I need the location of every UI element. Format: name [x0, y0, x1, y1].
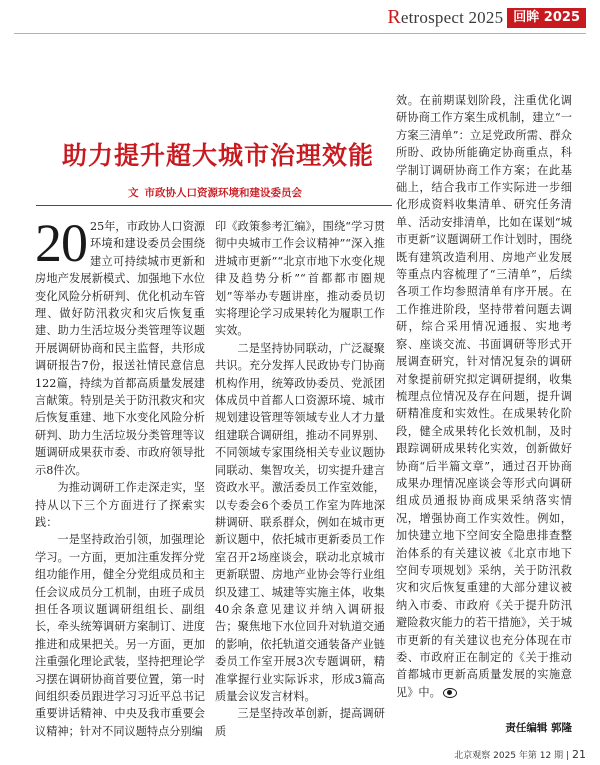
header-divider: [14, 33, 586, 34]
paragraph: 一是坚持政治引领，加强理论学习。一方面，更加注重发挥分党组功能作用，健全分党组成员和主任会议成员分工机制，由班子成员担任各项议题调研组组长、副组长，牵头统筹调研方案制订、进度推进和成果把关。另一方面，更加注重强化理论武装，坚持把理论学习摆在调研协商首要位置，第一时间组织委员跟进学习习近平总书记重要讲话精神、中央及我市重要会议精神；针对不同议题特点分别编: [35, 533, 205, 738]
paragraph: 印《政策参考汇编》，围绕“学习贯彻中央城市工作会议精神”“深入推进城市更新”“北京市地下水变化规律及趋势分析”“首都都市圈规划”等举办专题讲座，推动委员切实将理论学习成果转化为履职工作实效。: [215, 220, 385, 338]
column-1: [35, 213, 205, 740]
magazine-name: 北京观察: [454, 751, 491, 761]
page-header: [387, 6, 586, 29]
paragraph: 为推动调研工作走深走实，坚持从以下三个方面进行了探索实践：: [35, 481, 205, 529]
paragraph: [396, 92, 572, 701]
byline: [90, 185, 340, 200]
paragraph: 二是坚持协同联动，广泛凝聚共识。充分发挥人民政协专门协商机构作用，统筹政协委员、党派团体成员中首都人口资源环境、城市规划建设管理等领域专业人才力量组建联合调研组，推动不同界别、不同领域专家围绕相关专业议题协同联动、集智攻关，切实提升建言资政水平。激活委员工作室效能，以专委会6个委员工作室为阵地深耕调研、联系群众，例如在城市更新议题中，依托城市更新委员工作室召开2场座谈会，联动北京城市更新联盟、房地产业协会等行业组织及建工、城建等实施主体，收集40余条意见建议并纳入调研报告；聚焦地下水位回升对轨道交通的影响，依托轨道交通装备产业链委员工作室开展3次专题调研，精准掌握行业实际诉求，形成3篇高质量会议发言材料。: [215, 341, 385, 703]
page-footer: [454, 748, 586, 761]
paragraph-text: 效。在前期谋划阶段，注重优化调研协商工作方案生成机制，建立“一方案三清单”：立足党政所需、群众所盼、政协所能确定协商重点，科学制订调研协商工作方案；在此基础上，结合我市工作实际进一步细化形成资料收集清单、研究任务清单、活动安排清单，比如在谋划“城市更新”议题调研工作计划时，围绕既有建筑改造利用、房地产业发展等重点内容梳理了“三清单”，后续各项工作均参照清单有序开展。在工作推进阶段，坚持带着问题去调研，综合采用情况通报、实地考察、座谈交流、书面调研等形式开展调查研究，针对情况复杂的调研对象提前研究拟定调研提纲，收集梳理点位情况及存在问题，提升调研精准度和实效性。在成果转化阶段，健全成果转化长效机制，及时跟踪调研成果转化实效，创新做好协商“后半篇文章”，通过召开协商成果办理情况座谈会等形式向调研组成员通报协商成果采纳落实情况，增强协商工作实效性。例如，加快建立地下空间安全隐患排查整治体系的有关建议被《北京市地下空间专项规划》采纳，关于防汛救灾和灾后恢复重建的大部分建议被纳入市委、市政府《关于提升防汛避险救灾能力的若干措施》，关于城市更新的有关建议也充分体现在市委、市政府正在制定的《关于推动首都城市更新高质量发展的实施意见》中。: [396, 94, 572, 699]
paragraph: 三是坚持改革创新，提高调研质: [215, 707, 385, 738]
byline-prefix: 文: [128, 187, 139, 199]
header-brand: [387, 6, 503, 29]
title-divider: [36, 205, 392, 206]
column-3: [396, 92, 572, 701]
paragraph-text: 25年，市政协人口资源环境和建设委员会围绕建立可持续城市更新和房地产发展新模式、加强地下水位变化风险分析研判、优化机动车管理、做好防汛救灾和灾后恢复重建、助力生活垃圾分类管理等议题开展调研协商和民主监督，共形成调研报告7份，报送社情民意信息122篇，持续为首都高质量发展建言献策。特别是关于防汛救灾和灾后恢复重建、地下水变化风险分析研判、助力生活垃圾分类管理等议题调研成果获市委、市政府领导批示8件次。: [35, 220, 205, 477]
byline-author: 市政协人口资源环境和建设委员会: [144, 187, 302, 199]
column-2: [215, 218, 385, 740]
article-title: 助力提升超大城市治理效能: [62, 141, 375, 170]
footer-separator: |: [565, 751, 569, 761]
drop-cap: 20: [35, 213, 87, 273]
brand-rest: etrospect 2025: [400, 8, 504, 27]
responsible-editor: 责任编辑 郭隆: [505, 722, 572, 734]
issue-number: 2025 年第 12 期: [493, 751, 564, 761]
header-badge: 回眸 2025: [507, 8, 586, 28]
brand-initial: R: [387, 6, 401, 28]
paragraph: [35, 213, 205, 479]
end-mark-icon: [443, 688, 457, 698]
page-number: 21: [572, 748, 586, 761]
